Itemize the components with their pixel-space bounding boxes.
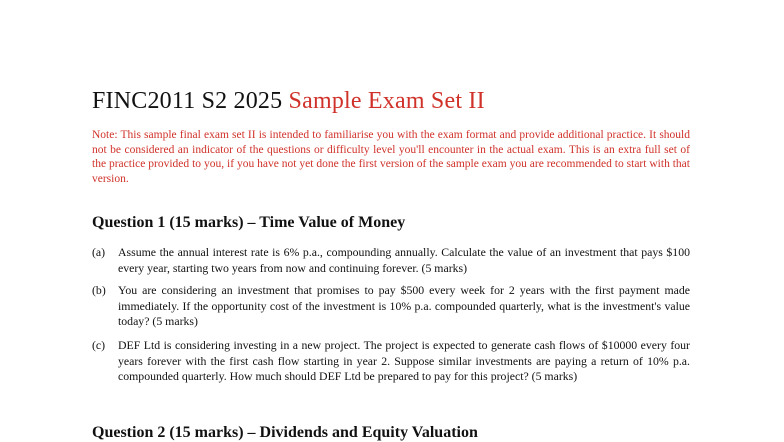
page-title <box>92 88 485 115</box>
exam-note: Note: This sample final exam set II is intended to familiarise you with the exam format and provide additional practice. It should not be considered an indicator of the questions or difficulty level you'll encounter in the actual exam. This is an extra full set of the practice provided to you, if you have not yet done the first version of the sample exam you are recommended to start with that version. <box>92 129 690 185</box>
part-b-label: (b) <box>92 283 106 297</box>
title-course: FINC2011 S2 2025 <box>92 88 289 114</box>
question-2-heading: Question 2 (15 marks) – Dividends and Equity Valuation <box>92 424 478 441</box>
part-b-text: You are considering an investment that promises to pay $500 every week for 2 years with the first payment made immediately. If the opportunity cost of the investment is 10% p.a. compounded quarterly, what is the investment's value today? (5 marks) <box>118 283 690 328</box>
part-a-label: (a) <box>92 245 106 259</box>
part-a-text: Assume the annual interest rate is 6% p.a., compounding annually. Calculate the value of an investment that pays $100 every year, starting two years from now and continuing forever. (5 marks) <box>118 245 690 275</box>
question-1-part-b <box>92 283 690 330</box>
question-1-heading: Question 1 (15 marks) – Time Value of Money <box>92 214 406 231</box>
question-1-part-a <box>92 245 690 276</box>
part-c-label: (c) <box>92 338 106 352</box>
title-accent: Sample Exam Set II <box>288 88 485 114</box>
question-1-part-c <box>92 338 690 385</box>
part-c-text: DEF Ltd is considering investing in a new project. The project is expected to generate cash flows of $10000 every four years forever with the first cash flow starting in year 2. Suppose similar investments are paying a return of 10% p.a. compounded quarterly. How much should DEF Ltd be prepared to pay for this project? (5 marks) <box>118 338 690 383</box>
